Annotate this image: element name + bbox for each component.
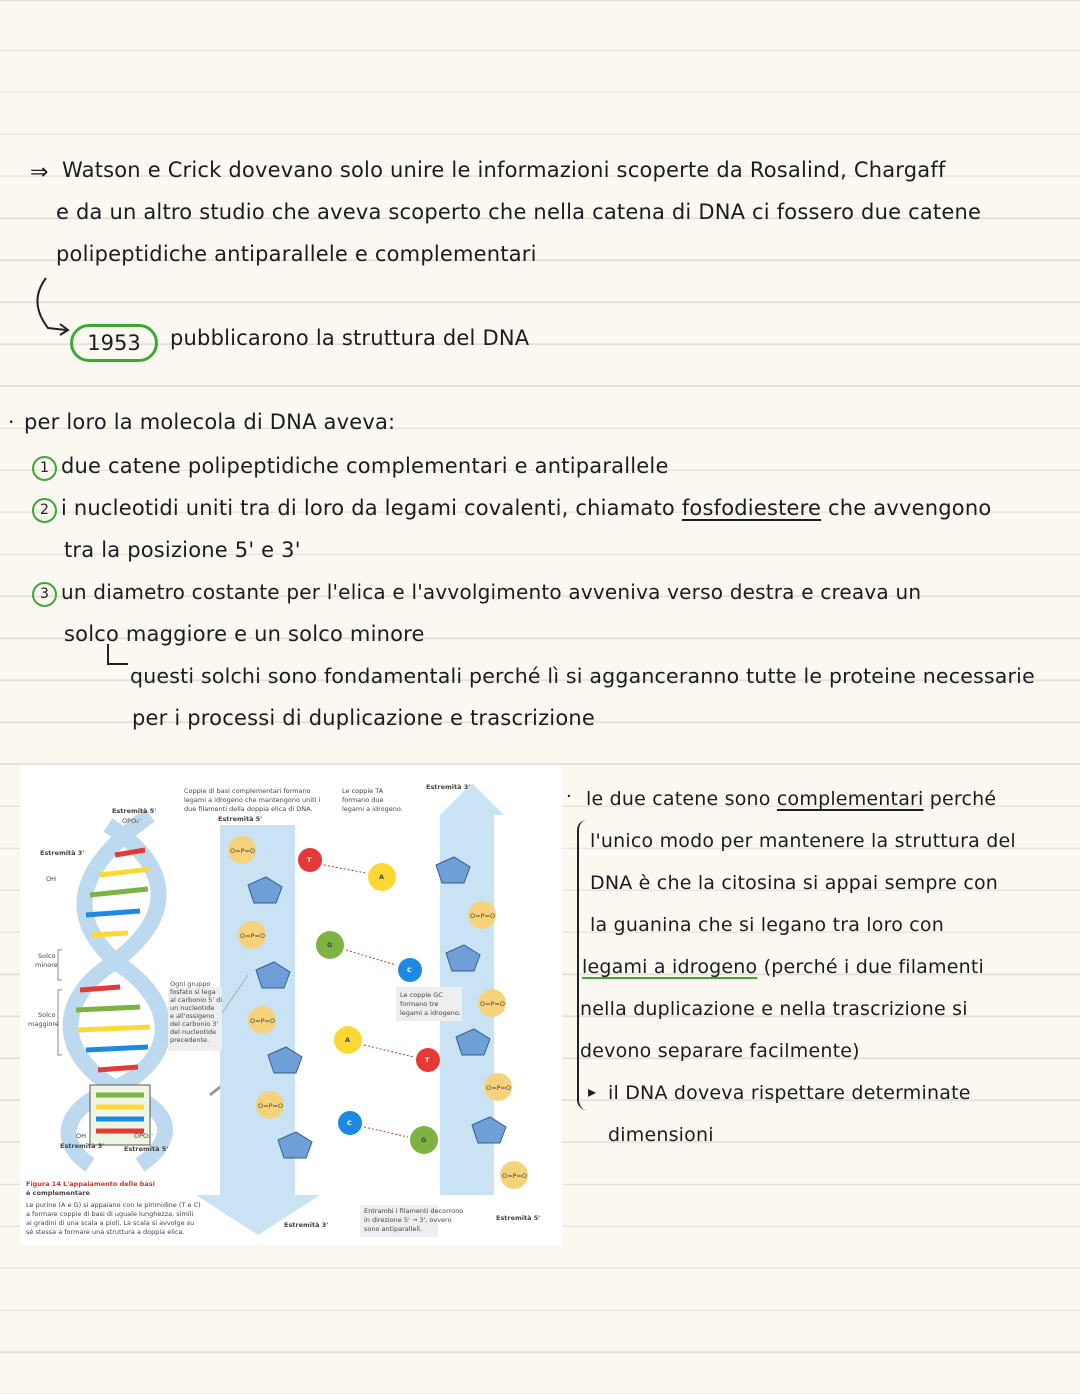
callout-ta: Le coppie TA — [342, 787, 384, 795]
base-pair-GC — [316, 931, 422, 982]
callout-gc: legami a idrogeno. — [400, 1009, 461, 1017]
bullet-icon: · — [8, 410, 15, 434]
callout-gc: formano tre — [400, 1000, 439, 1008]
label-solco-maggiore: maggiore — [28, 1020, 59, 1028]
list-item — [32, 454, 669, 481]
phosphate-label: O=P=O — [502, 1172, 528, 1180]
double-helix — [58, 815, 165, 1165]
label-estremita-3-left: Estremità 3' — [40, 849, 85, 857]
phosphate-label: O=P=O — [250, 1017, 276, 1025]
side-line: l'unico modo per mantenere la struttura del — [590, 830, 1016, 852]
figure-caption-title: è complementare — [26, 1189, 90, 1197]
figure-caption: ai gradini di una scala a pioli. La scala si avvolge su — [26, 1219, 195, 1227]
callout-phosphate: del nucleotide — [170, 1028, 217, 1036]
label-opo-top: OPO₃⁻ — [122, 817, 143, 825]
callout-phosphate: precedente. — [170, 1036, 210, 1044]
label-solco-minore: Solco — [38, 952, 56, 960]
side-line: devono separare facilmente) — [580, 1040, 860, 1062]
note-line: per i processi di duplicazione e trascrizione — [132, 706, 596, 730]
list-item — [32, 580, 921, 607]
label-solco-maggiore: Solco — [38, 1011, 56, 1019]
item-number: 2 — [32, 498, 57, 523]
phosphate-label: O=P=O — [486, 1084, 512, 1092]
note-line: solco maggiore e un solco minore — [64, 622, 425, 646]
note-line: pubblicarono la struttura del DNA — [170, 326, 530, 350]
bullet-icon: · — [566, 786, 572, 807]
term-legami-idrogeno: legami a idrogeno — [582, 956, 758, 978]
phosphate-label: O=P=O — [480, 1000, 506, 1008]
side-line — [586, 788, 996, 810]
callout-pairs: Coppie di basi complementari formano — [184, 787, 311, 795]
item-number: 1 — [32, 456, 57, 481]
phosphate-label: O=P=O — [230, 847, 256, 855]
side-text: perché — [929, 788, 997, 810]
side-line: dimensioni — [608, 1124, 714, 1146]
callout-phosphate: e all'ossigeno — [170, 1012, 215, 1020]
base-label-A: A — [345, 1036, 351, 1044]
base-pair-AT — [334, 1026, 440, 1072]
term-complementari: complementari — [776, 788, 924, 810]
note-line: questi solchi sono fondamentali perché lì si agganceranno tutte le proteine necessarie — [130, 664, 1035, 688]
bullet-icon: ▸ — [588, 1082, 597, 1101]
side-line: il DNA doveva rispettare determinate — [608, 1082, 971, 1104]
label-solco-minore: minore — [35, 961, 58, 969]
dna-figure — [20, 765, 562, 1245]
item-text: che avvengono — [828, 496, 992, 520]
figure-caption: sé stessa a formare una struttura a doppia elica. — [26, 1228, 185, 1236]
term-fosfodiestere: fosfodiestere — [681, 496, 822, 520]
base-label-T: T — [425, 1056, 430, 1064]
base-pair-CG — [338, 1111, 438, 1154]
callout-pairs: due filamenti della doppia elica di DNA. — [184, 805, 313, 813]
label-oh-bottom: OH — [76, 1132, 87, 1140]
label-estremita-3-right-top: Estremità 3' — [426, 783, 471, 791]
label-estremita-5-top: Estremità 5' — [112, 807, 157, 815]
item-text: due catene polipeptidiche complementari e antiparallele — [61, 454, 669, 478]
callout-phosphate: fosfato si lega — [170, 988, 216, 996]
base-label-A: A — [379, 873, 385, 881]
side-text: le due catene sono — [586, 788, 771, 810]
note-line: per loro la molecola di DNA aveva: — [24, 410, 396, 434]
side-text: (perché i due filamenti — [763, 956, 984, 978]
item-text: i nucleotidi uniti tra di loro da legami covalenti, chiamato — [61, 496, 675, 520]
base-label-T: T — [307, 856, 312, 864]
label-opo-bottom: OPO₃⁻ — [134, 1132, 155, 1140]
callout-gc: Le coppie GC — [400, 991, 443, 999]
year-badge: 1953 — [70, 324, 158, 362]
callout-antiparallel: sono antiparalleli. — [364, 1225, 423, 1233]
label-estremita-5-mid: Estremità 5' — [218, 815, 263, 823]
callout-ta: legami a idrogeno. — [342, 805, 403, 813]
side-line: DNA è che la citosina si appai sempre con — [590, 872, 999, 894]
label-estremita-3-bottom-mid: Estremità 3' — [284, 1221, 329, 1229]
phosphate-label: O=P=O — [470, 912, 496, 920]
label-estremita-3-bottom: Estremità 3' — [60, 1142, 105, 1150]
phosphate-label: O=P=O — [240, 932, 266, 940]
label-estremita-5-bottom: Estremità 5' — [124, 1145, 169, 1153]
callout-phosphate: del carbonio 3' — [170, 1020, 219, 1028]
curved-arrow-icon — [26, 272, 76, 342]
figure-caption: a formare coppie di basi di uguale lunghezza, simili — [26, 1210, 194, 1218]
side-line — [582, 956, 984, 978]
callout-phosphate: un nucleotide — [170, 1004, 215, 1012]
note-line: polipeptidiche antiparallele e complementari — [56, 242, 537, 266]
callout-pairs: legami a idrogeno che mantengono uniti i — [184, 796, 321, 804]
item-text: un diametro costante per l'elica e l'avvolgimento avveniva verso destra e creava un — [61, 580, 922, 604]
note-line: Watson e Crick dovevano solo unire le informazioni scoperte da Rosalind, Chargaff — [62, 158, 946, 182]
list-item — [32, 496, 991, 523]
base-label-C: C — [407, 966, 412, 974]
figure-caption: Le purine (A e G) si appaiano con le pirimidine (T e C) — [26, 1201, 201, 1209]
side-line: nella duplicazione e nella trascrizione si — [580, 998, 968, 1020]
figure-caption-title: Figura 14 L'appaiamento delle basi — [26, 1180, 155, 1188]
base-label-G: G — [327, 941, 333, 949]
label-oh-left: OH — [46, 875, 57, 883]
phosphate-label: O=P=O — [258, 1102, 284, 1110]
item-number: 3 — [32, 582, 57, 607]
callout-antiparallel: in direzione 5' → 3', ovvero — [364, 1216, 452, 1224]
callout-antiparallel: Entrambi i filamenti decorrono — [364, 1207, 464, 1215]
note-line: tra la posizione 5' e 3' — [64, 538, 301, 562]
callout-phosphate: Ogni gruppo — [170, 980, 211, 988]
note-line: e da un altro studio che aveva scoperto che nella catena di DNA ci fossero due catene — [56, 200, 982, 224]
label-estremita-5-bottom-right: Estremità 5' — [496, 1214, 541, 1222]
callout-ta: formano due — [342, 796, 384, 804]
implies-arrow-icon: ⇒ — [30, 160, 49, 185]
base-label-C: C — [347, 1119, 352, 1127]
base-label-G: G — [421, 1136, 427, 1144]
callout-phosphate: al carbonio 5' di — [170, 996, 223, 1004]
base-pair-TA — [298, 848, 396, 891]
side-line: la guanina che si legano tra loro con — [590, 914, 944, 936]
